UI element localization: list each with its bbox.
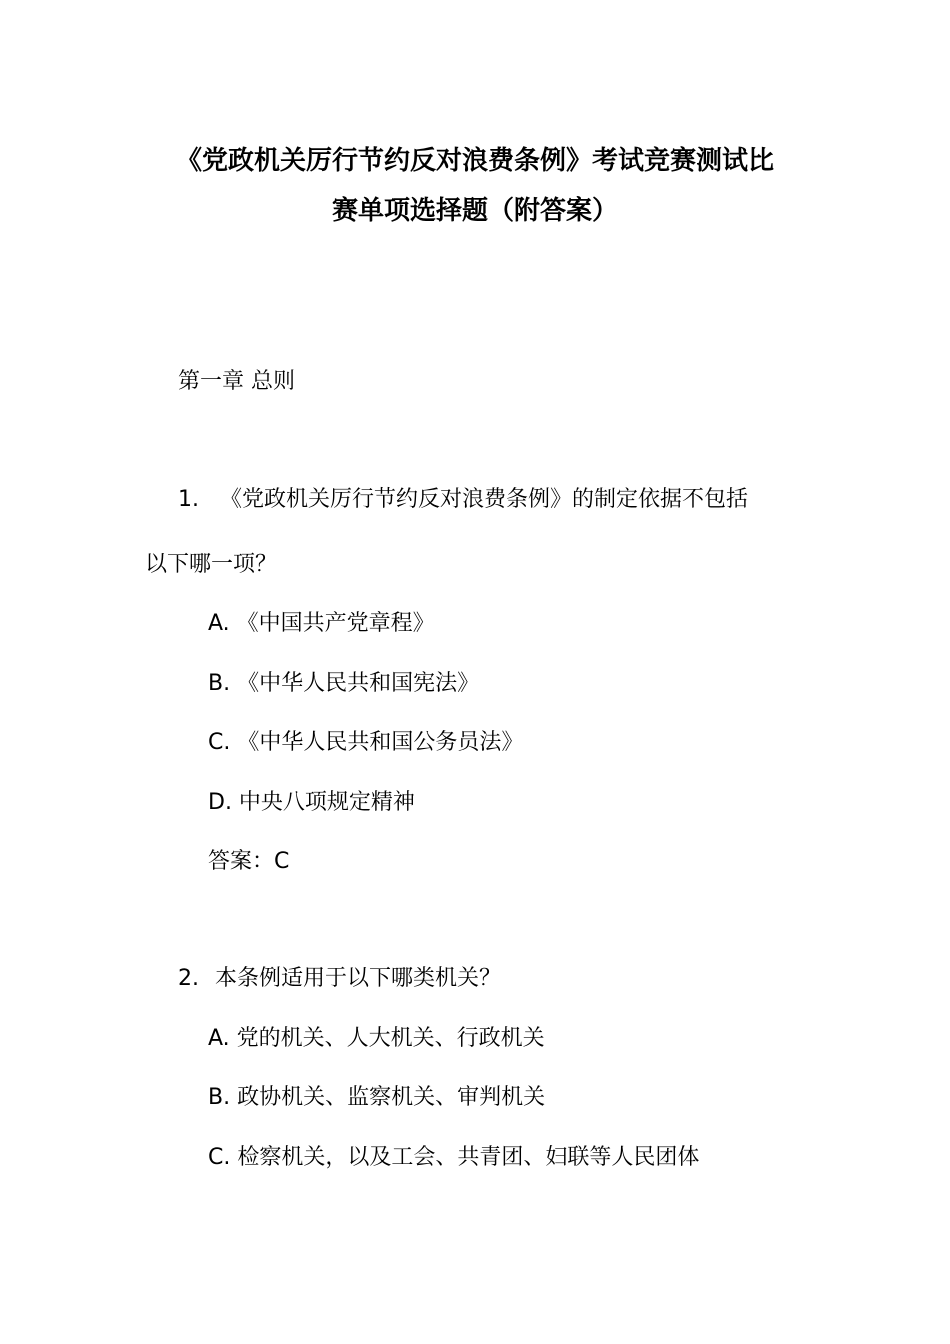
question-2-option-c: C. 检察机关，以及工会、共青团、妇联等人民团体 xyxy=(208,1145,700,1170)
question-1-number: 1. xyxy=(178,487,199,512)
question-2-option-b: B. 政协机关、监察机关、审判机关 xyxy=(208,1085,546,1110)
question-1-option-d: D. 中央八项规定精神 xyxy=(208,790,415,815)
document-title-line-1: 《党政机关厉行节约反对浪费条例》考试竞赛测试比 xyxy=(175,146,774,176)
question-1-answer: 答案：C xyxy=(208,849,290,874)
question-2-number: 2. xyxy=(178,966,199,991)
question-1-text-line-1: 《党政机关厉行节约反对浪费条例》的制定依据不包括 xyxy=(220,487,749,512)
document-title-line-2: 赛单项选择题（附答案） xyxy=(331,196,618,226)
question-1-option-b: B. 《中华人民共和国宪法》 xyxy=(208,671,480,696)
question-1-option-a: A. 《中国共产党章程》 xyxy=(208,611,435,636)
question-1-option-c: C. 《中华人民共和国公务员法》 xyxy=(208,730,524,755)
question-2-option-a: A. 党的机关、人大机关、行政机关 xyxy=(208,1026,545,1051)
question-1-text xyxy=(178,489,748,511)
question-2-text xyxy=(178,968,501,990)
question-1-text-line-2: 以下哪一项？ xyxy=(145,552,278,577)
chapter-heading: 第一章 总则 xyxy=(178,369,295,394)
question-2-text-line-1: 本条例适用于以下哪类机关？ xyxy=(215,966,502,991)
